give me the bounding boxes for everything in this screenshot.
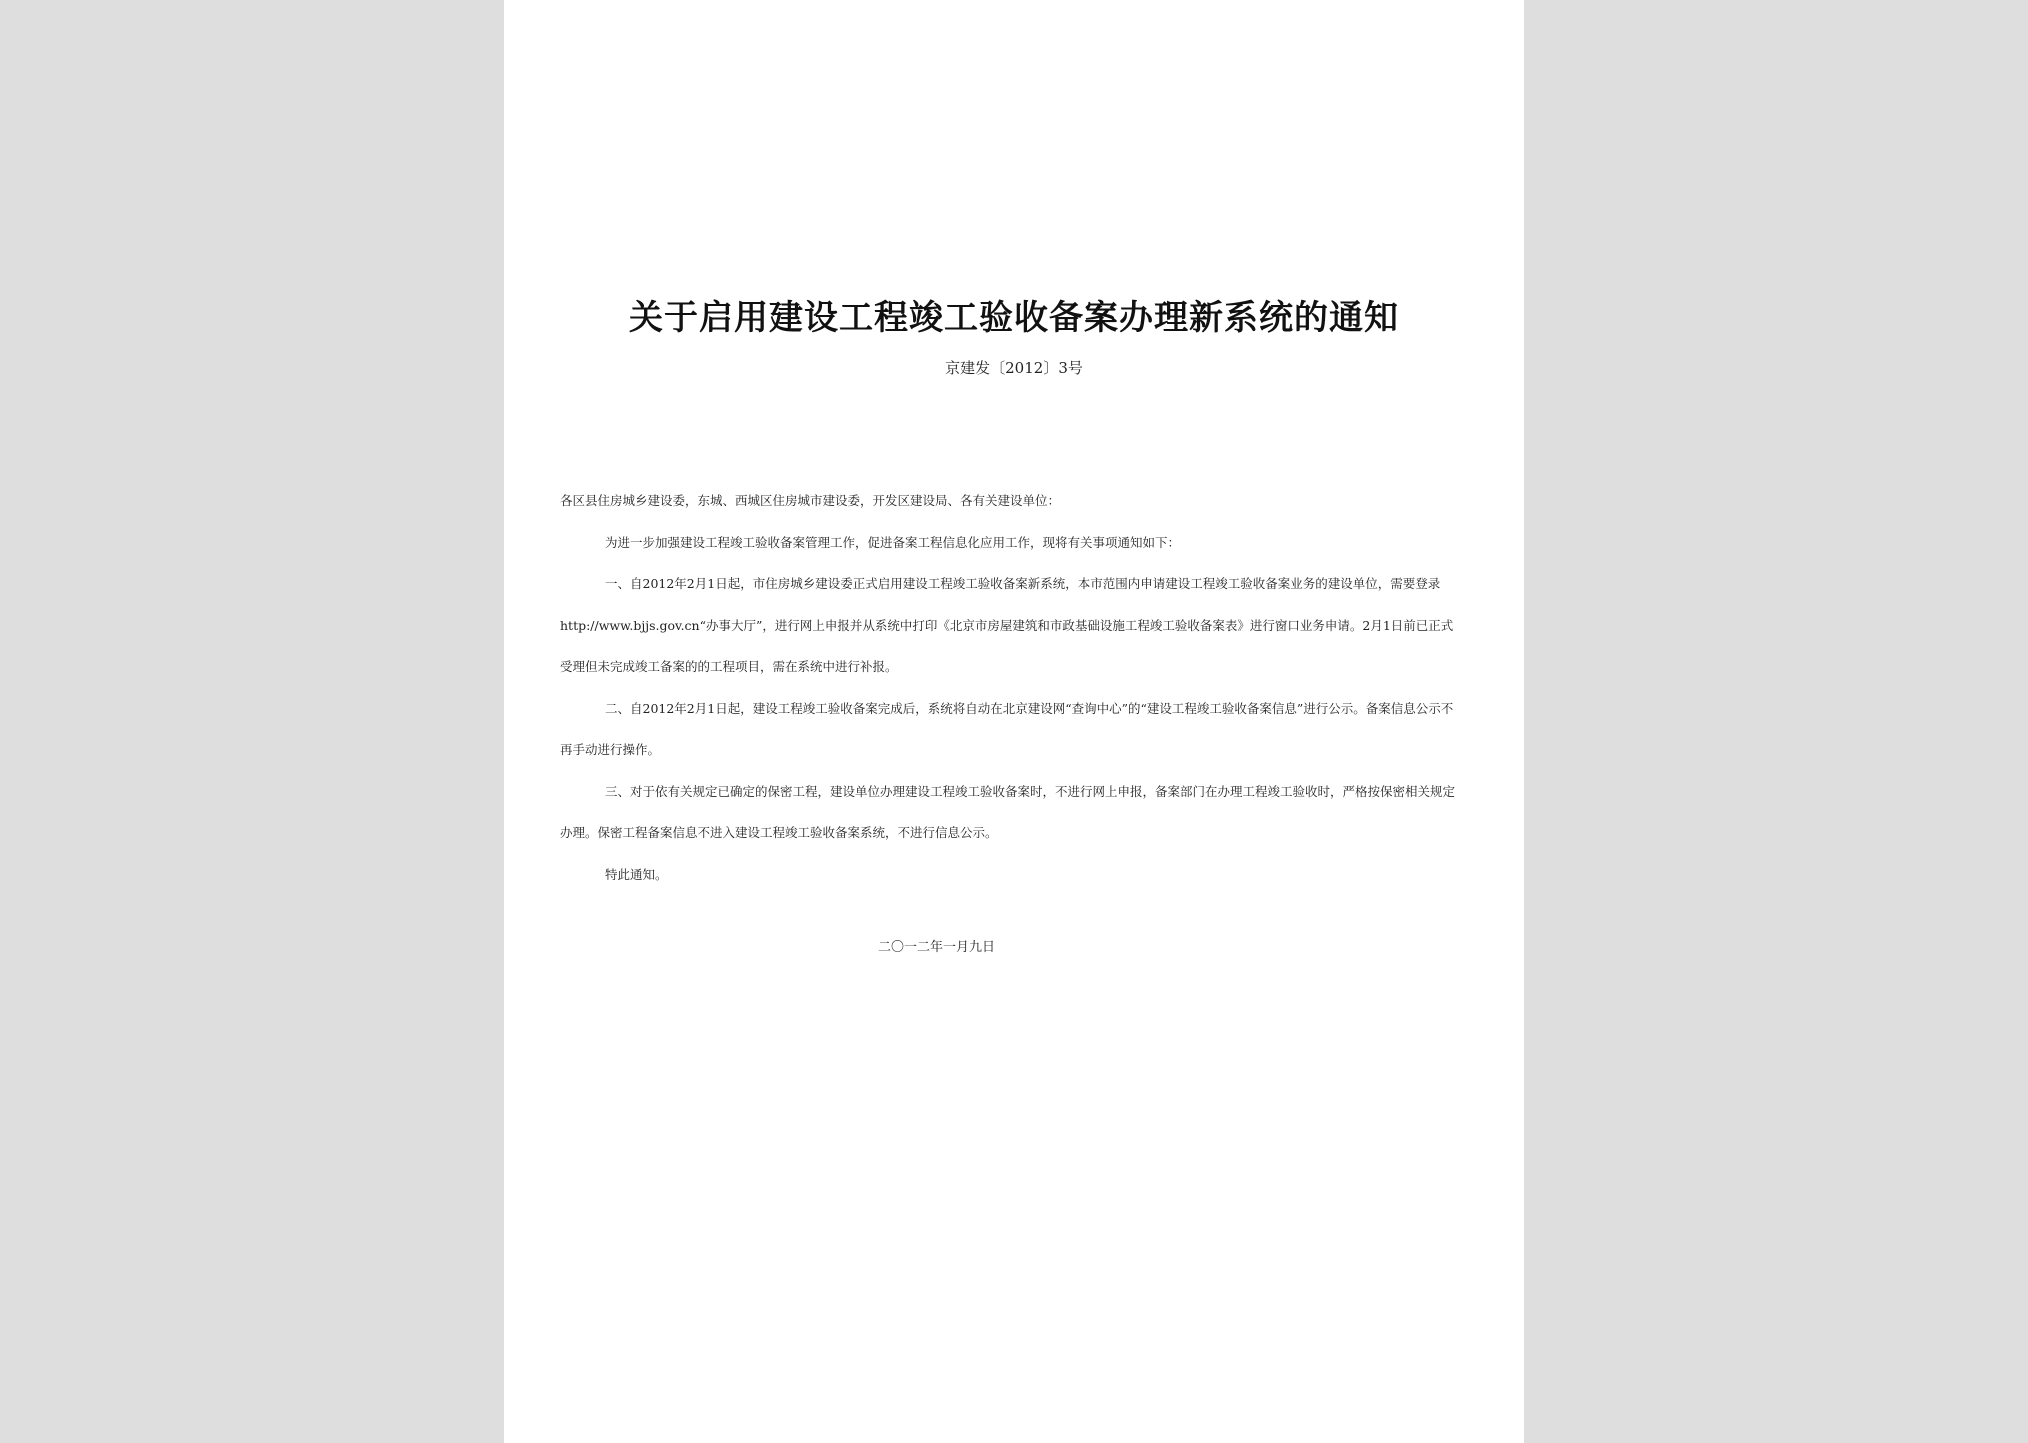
document-date: 二〇一二年一月九日 xyxy=(878,940,996,955)
addressee: 各区县住房城乡建设委，东城、西城区住房城市建设委，开发区建设局、各有关建设单位： xyxy=(560,493,1061,508)
paragraph-item-2: 二、自2012年2月1日起，建设工程竣工验收备案完成后，系统将自动在北京建设网“查询中心”的“建设工程竣工验收备案信息”进行公示。备案信息公示不再手动进行操作。 xyxy=(560,700,1454,757)
document-page xyxy=(504,0,1524,1443)
paragraph-item-3: 三、对于依有关规定已确定的保密工程，建设单位办理建设工程竣工验收备案时，不进行网上申报，备案部门在办理工程竣工验收时，严格按保密相关规定办理。保密工程备案信息不进入建设工程竣工验收备案系统，不进行信息公示。 xyxy=(560,783,1456,840)
paragraph-item-1: 一、自2012年2月1日起，市住房城乡建设委正式启用建设工程竣工验收备案新系统，本市范围内申请建设工程竣工验收备案业务的建设单位，需要登录http://www.bjjs.gov.cn“办事大厅”，进行网上申报并从系统中打印《北京市房屋建筑和市政基础设施工程竣工验收备案表》进行窗口业务申请。2月1日前已正式受理但未完成竣工备案的的工程项目，需在系统中进行补报。 xyxy=(560,576,1454,674)
document-title: 关于启用建设工程竣工验收备案办理新系统的通知 xyxy=(629,298,1399,338)
document-body xyxy=(560,480,1465,895)
document-number: 京建发〔2012〕3号 xyxy=(945,359,1083,377)
paragraph-closing: 特此通知。 xyxy=(605,866,668,882)
paragraph-intro: 为进一步加强建设工程竣工验收备案管理工作，促进备案工程信息化应用工作，现将有关事项通知如下： xyxy=(605,534,1181,550)
